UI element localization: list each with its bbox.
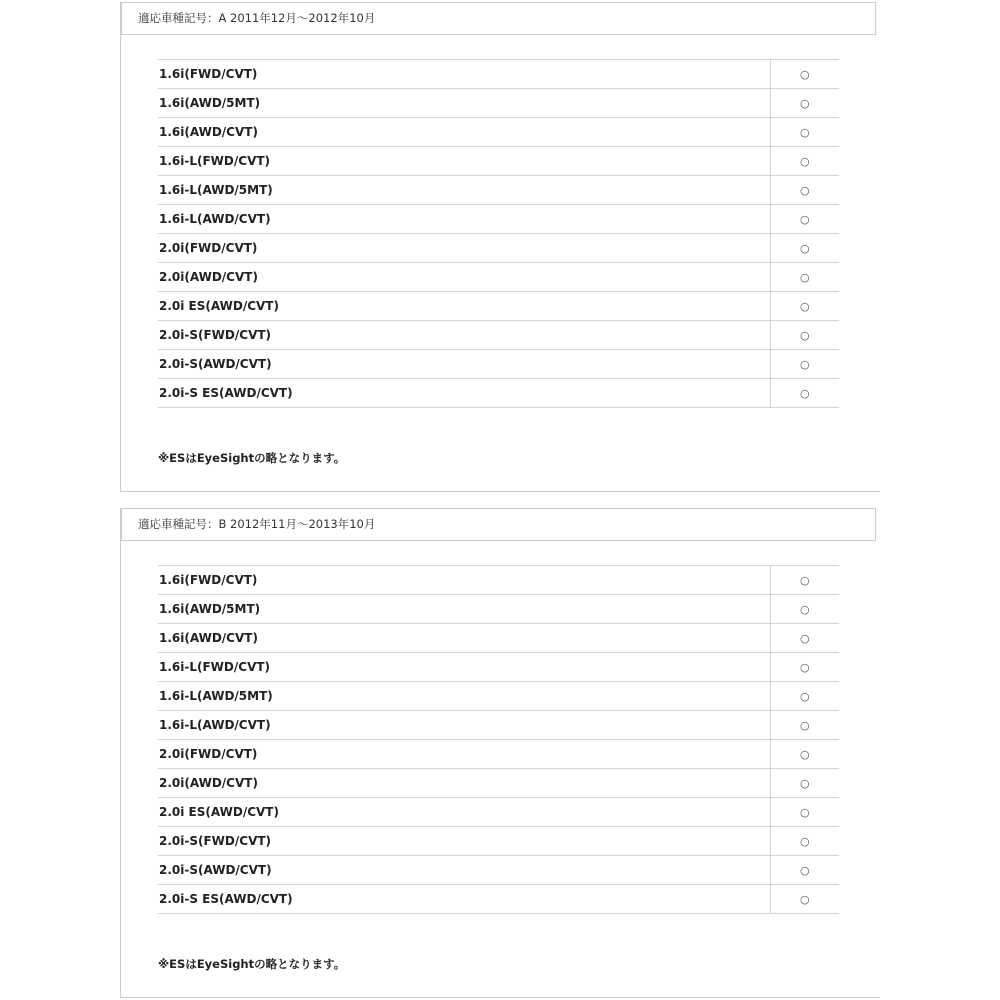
table-row xyxy=(158,147,839,176)
compatible-mark: ○ xyxy=(770,624,839,653)
table-row xyxy=(158,292,839,321)
eyesight-footnote: ※ESはEyeSightの略となります。 xyxy=(158,957,346,971)
compatible-mark: ○ xyxy=(770,595,839,624)
table-row xyxy=(158,798,839,827)
model-name: 1.6i-L(FWD/CVT) xyxy=(158,147,770,176)
compatible-mark: ○ xyxy=(770,885,839,914)
compatible-mark: ○ xyxy=(770,740,839,769)
model-name: 1.6i-L(AWD/CVT) xyxy=(158,711,770,740)
model-name: 1.6i(AWD/5MT) xyxy=(158,89,770,118)
table-row xyxy=(158,653,839,682)
compatible-mark: ○ xyxy=(770,60,839,89)
compatible-mark: ○ xyxy=(770,89,839,118)
model-name: 2.0i-S ES(AWD/CVT) xyxy=(158,885,770,914)
table-row xyxy=(158,624,839,653)
compatible-mark: ○ xyxy=(770,263,839,292)
model-name: 1.6i(FWD/CVT) xyxy=(158,60,770,89)
table-row xyxy=(158,60,839,89)
model-name: 2.0i(FWD/CVT) xyxy=(158,234,770,263)
table-row xyxy=(158,769,839,798)
model-name: 2.0i-S(AWD/CVT) xyxy=(158,350,770,379)
table-row xyxy=(158,682,839,711)
model-name: 1.6i-L(AWD/5MT) xyxy=(158,176,770,205)
model-name: 2.0i-S(AWD/CVT) xyxy=(158,856,770,885)
compatible-mark: ○ xyxy=(770,118,839,147)
table-row xyxy=(158,205,839,234)
compatibility-table xyxy=(158,565,839,914)
compatible-mark: ○ xyxy=(770,350,839,379)
section-header: 適応車種記号：A 2011年12月～2012年10月 xyxy=(121,2,876,35)
table-row xyxy=(158,118,839,147)
model-name: 1.6i(AWD/5MT) xyxy=(158,595,770,624)
model-name: 2.0i-S(FWD/CVT) xyxy=(158,321,770,350)
compatible-mark: ○ xyxy=(770,798,839,827)
compatible-mark: ○ xyxy=(770,769,839,798)
table-row xyxy=(158,740,839,769)
model-name: 2.0i(AWD/CVT) xyxy=(158,263,770,292)
compatible-mark: ○ xyxy=(770,321,839,350)
table-row xyxy=(158,711,839,740)
model-name: 2.0i-S(FWD/CVT) xyxy=(158,827,770,856)
model-name: 1.6i(AWD/CVT) xyxy=(158,118,770,147)
compatible-mark: ○ xyxy=(770,292,839,321)
compatibility-section-a xyxy=(120,2,880,492)
table-row xyxy=(158,263,839,292)
table-row xyxy=(158,350,839,379)
model-name: 1.6i-L(AWD/CVT) xyxy=(158,205,770,234)
table-row xyxy=(158,856,839,885)
model-name: 2.0i(FWD/CVT) xyxy=(158,740,770,769)
table-row xyxy=(158,885,839,914)
compatibility-section-b xyxy=(120,508,880,998)
table-row xyxy=(158,379,839,408)
model-name: 1.6i-L(FWD/CVT) xyxy=(158,653,770,682)
model-name: 1.6i(FWD/CVT) xyxy=(158,566,770,595)
compatible-mark: ○ xyxy=(770,682,839,711)
compatible-mark: ○ xyxy=(770,176,839,205)
compatible-mark: ○ xyxy=(770,711,839,740)
compatible-mark: ○ xyxy=(770,205,839,234)
compatible-mark: ○ xyxy=(770,379,839,408)
section-header: 適応車種記号：B 2012年11月～2013年10月 xyxy=(121,508,876,541)
compatible-mark: ○ xyxy=(770,147,839,176)
table-row xyxy=(158,566,839,595)
table-row xyxy=(158,176,839,205)
model-name: 2.0i ES(AWD/CVT) xyxy=(158,292,770,321)
table-row xyxy=(158,89,839,118)
table-row xyxy=(158,827,839,856)
compatible-mark: ○ xyxy=(770,827,839,856)
model-name: 2.0i-S ES(AWD/CVT) xyxy=(158,379,770,408)
table-row xyxy=(158,595,839,624)
eyesight-footnote: ※ESはEyeSightの略となります。 xyxy=(158,451,346,465)
compatible-mark: ○ xyxy=(770,566,839,595)
table-row xyxy=(158,234,839,263)
table-row xyxy=(158,321,839,350)
compatible-mark: ○ xyxy=(770,653,839,682)
model-name: 1.6i(AWD/CVT) xyxy=(158,624,770,653)
compatible-mark: ○ xyxy=(770,856,839,885)
model-name: 1.6i-L(AWD/5MT) xyxy=(158,682,770,711)
compatibility-table xyxy=(158,59,839,408)
compatible-mark: ○ xyxy=(770,234,839,263)
model-name: 2.0i(AWD/CVT) xyxy=(158,769,770,798)
model-name: 2.0i ES(AWD/CVT) xyxy=(158,798,770,827)
